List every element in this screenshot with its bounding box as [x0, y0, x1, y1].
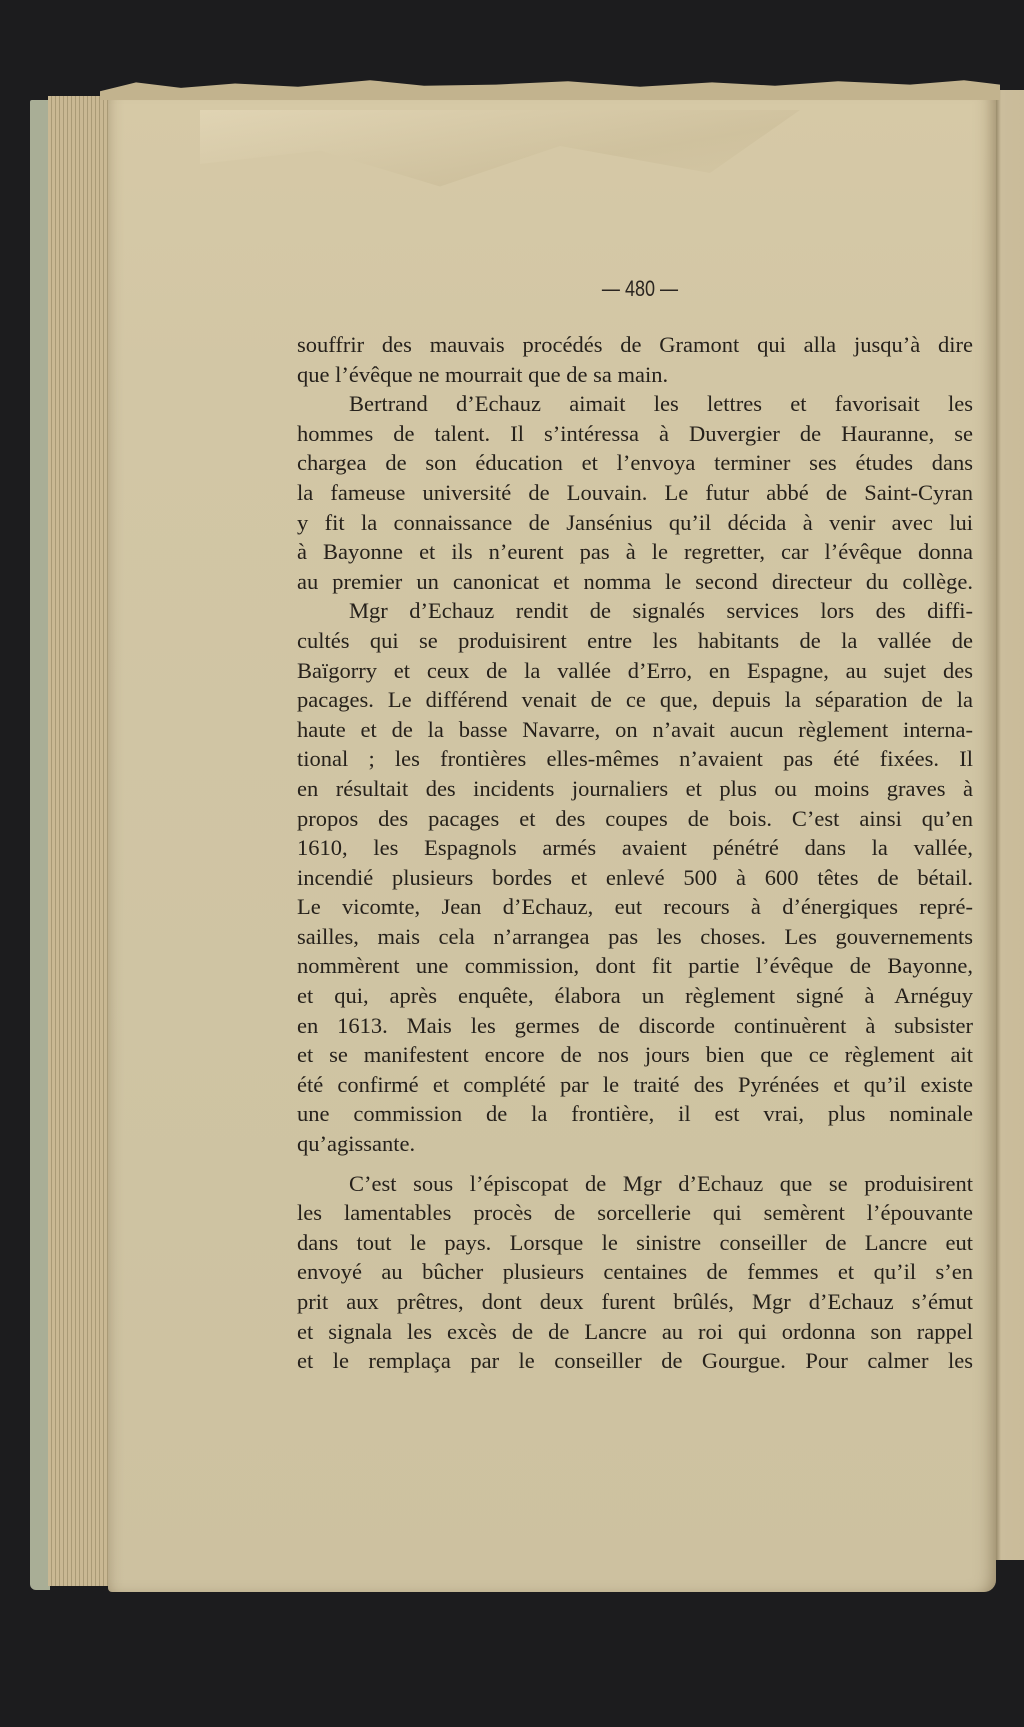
paragraph	[297, 330, 973, 389]
text-line: envoyé au bûcher plusieurs centaines de femmes et qu’il s’en	[297, 1259, 973, 1285]
text-line: à Bayonne et ils n’eurent pas à le regretter, car l’évêque donna	[297, 539, 973, 565]
text-line: incendié plusieurs bordes et enlevé 500 à 600 têtes de bétail.	[297, 864, 973, 890]
paragraph	[297, 1169, 973, 1376]
text-line: les lamentables procès de sorcellerie qui semèrent l’épouvante	[297, 1200, 973, 1226]
paragraph	[297, 389, 973, 596]
text-line: Mgr d’Echauz rendit de signalés services lors des diffi-	[349, 598, 973, 624]
text-line: y fit la connaissance de Jansénius qu’il décida à venir avec lui	[297, 509, 973, 535]
text-line: chargea de son éducation et l’envoya terminer ses études dans	[297, 450, 973, 476]
text-line: Le vicomte, Jean d’Echauz, eut recours à d’énergiques repré-	[297, 894, 973, 920]
text-line: prit aux prêtres, dont deux furent brûlés, Mgr d’Echauz s’émut	[297, 1289, 973, 1314]
text-line: une commission de la frontière, il est vrai, plus nominale	[297, 1101, 973, 1127]
text-line: propos des pacages et des coupes de bois. C’est ainsi qu’en	[297, 805, 973, 831]
body-text	[297, 330, 973, 1376]
page-edges-stack	[48, 96, 112, 1586]
text-line: la fameuse université de Louvain. Le futur abbé de Saint-Cyran	[297, 479, 973, 505]
torn-top-edge	[100, 78, 1000, 100]
text-line: et qui, après enquête, élabora un règlement signé à Arnéguy	[297, 983, 973, 1009]
text-line: haute et de la basse Navarre, on n’avait aucun règlement interna-	[297, 716, 973, 742]
text-line: pacages. Le différend venait de ce que, depuis la séparation de la	[297, 687, 973, 713]
text-line: souffrir des mauvais procédés de Gramont qui alla jusqu’à dire	[297, 332, 973, 357]
text-line: qu’agissante.	[297, 1131, 416, 1157]
facing-page-edge	[995, 90, 1024, 1560]
text-line: en résultait des incidents journaliers et plus ou moins graves à	[297, 775, 973, 801]
text-line: Bertrand d’Echauz aimait les lettres et favorisait les	[349, 391, 973, 417]
text-line: nommèrent une commission, dont fit partie l’évêque de Bayonne,	[297, 953, 973, 979]
text-line: en 1613. Mais les germes de discorde continuèrent à subsister	[297, 1012, 973, 1038]
page-number: — 480 —	[601, 276, 679, 301]
book-cover-edge	[30, 100, 50, 1590]
text-line: au premier un canonicat et nomma le second directeur du collège.	[297, 568, 973, 594]
text-line: que l’évêque ne mourrait que de sa main.	[297, 361, 669, 387]
text-line: 1610, les Espagnols armés avaient pénétré dans la vallée,	[297, 835, 973, 861]
text-line: hommes de talent. Il s’intéressa à Duvergier de Hauranne, se	[297, 420, 973, 446]
text-line: sailles, mais cela n’arrangea pas les choses. Les gouvernements	[297, 923, 973, 949]
text-line: et signala les excès de de Lancre au roi qui ordonna son rappel	[297, 1318, 973, 1344]
text-line: et se manifestent encore de nos jours bien que ce règlement ait	[297, 1042, 973, 1068]
text-line: tional ; les frontières elles-mêmes n’avaient pas été fixées. Il	[297, 746, 973, 772]
text-line: et le remplaça par le conseiller de Gourgue. Pour calmer les	[297, 1348, 973, 1374]
text-line: été confirmé et complété par le traité des Pyrénées et qu’il existe	[297, 1071, 973, 1097]
paragraph	[297, 596, 973, 1158]
text-line: Baïgorry et ceux de la vallée d’Erro, en Espagne, au sujet des	[297, 657, 973, 683]
text-line: cultés qui se produisirent entre les habitants de la vallée de	[297, 627, 973, 653]
text-line: C’est sous l’épiscopat de Mgr d’Echauz que se produisirent	[349, 1170, 973, 1196]
text-line: dans tout le pays. Lorsque le sinistre conseiller de Lancre eut	[297, 1229, 973, 1255]
